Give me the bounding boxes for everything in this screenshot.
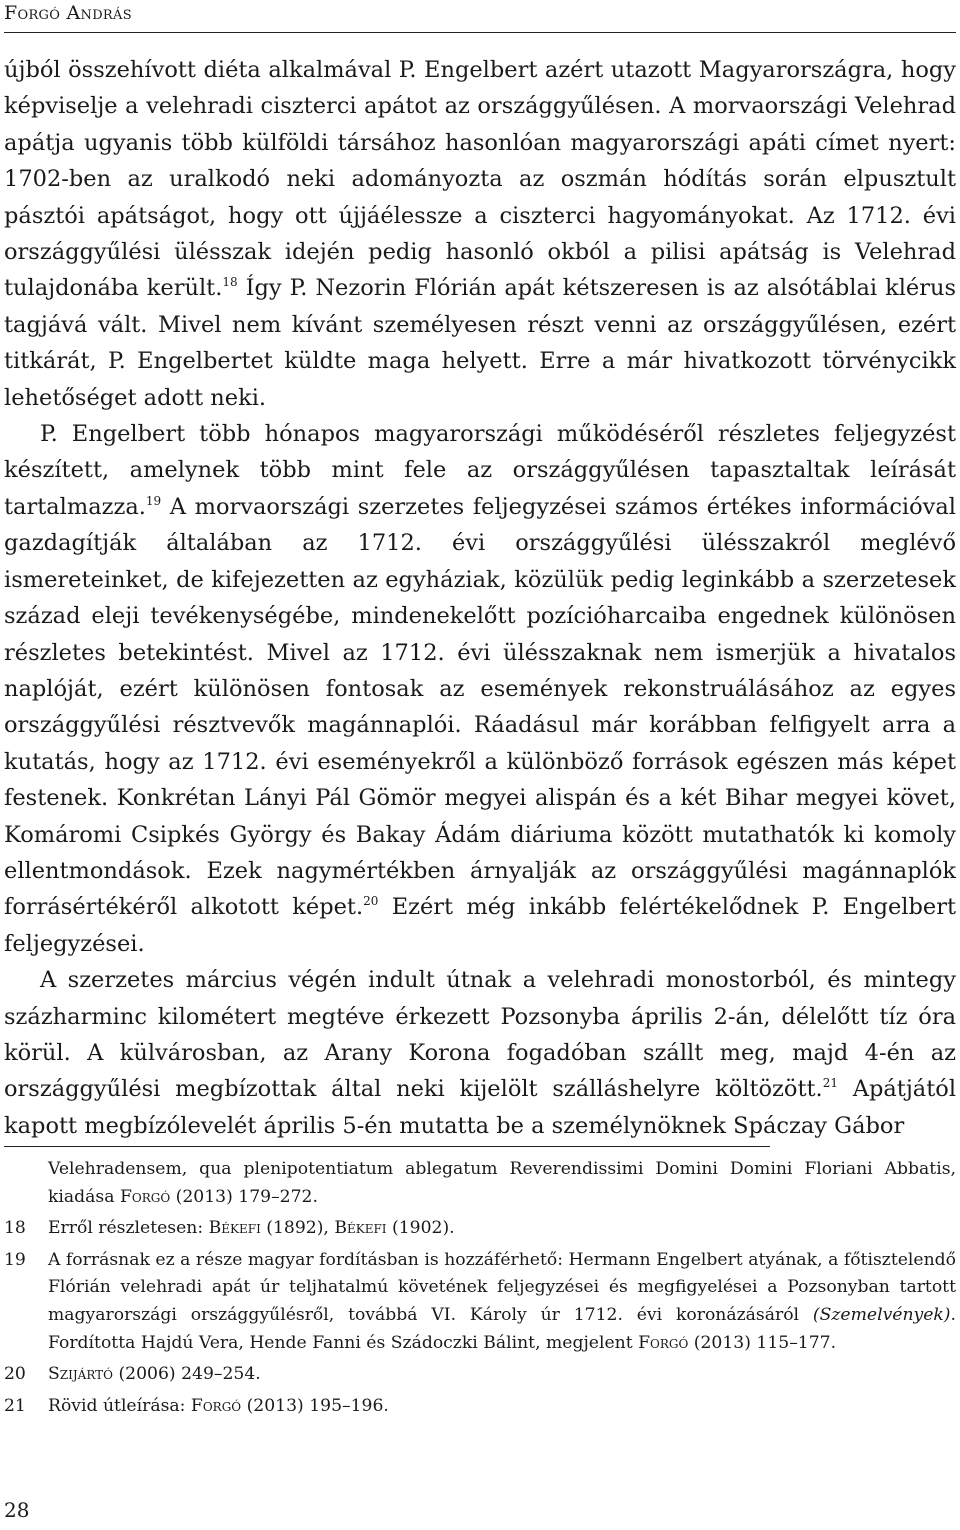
paragraph-3-text-a: A szerzetes március végén indult útnak a velehradi monostorból, és mintegy százharminc kilométert megtéve érkezett Pozsonyba április 2-án, délelőtt tíz óra körül. A külvárosban, az Arany Korona fogadóban szállt meg, majd 4-én az országgyűlési megbízottak által neki kijelölt szálláshelyre költözött.	[4, 967, 956, 1103]
paragraph-2	[4, 416, 956, 962]
paragraph-1-text-b: Így P. Nezorin Flórián apát kétszeresen is az alsótáblai klérus tagjává vált. Mivel nem kívánt személyesen részt venni az országgyűlésen, ezért titkárát, P. Engelbertet küldte maga helyett. Erre a már hivatkozott törvénycikk lehetőséget adott neki.	[4, 275, 957, 411]
page-number: 28	[4, 1498, 30, 1522]
footnote-number: 19	[4, 1249, 26, 1270]
footnote-text: Rövid útleírása: Forgó (2013) 195–196.	[48, 1395, 389, 1416]
header-rule	[4, 32, 956, 33]
footnote-number: 18	[4, 1218, 26, 1239]
footnotes	[4, 1156, 956, 1424]
paragraph-3	[4, 962, 956, 1144]
footnote-text: A forrásnak ez a része magyar fordításban is hozzáférhető: Hermann Engelbert atyának, a főtisztelendő Flórián velehradi apát úr teljhatalmú követének feljegyzései és megfigyelései a Pozsonyban tartott magyarországi országgyűlésről, továbbá VI. Károly úr 1712. évi koronázásáról (Szemelvények). Fordította Hajdú Vera, Hende Fanni és Szádoczki Bálint, megjelent Forgó (2013) 115–177.	[48, 1249, 956, 1353]
footnote-ref-20[interactable]: 20	[363, 894, 379, 909]
paragraph-1-text-a: újból összehívott diéta alkalmával P. Engelbert azért utazott Magyarországra, hogy képviselje a velehradi ciszterci apátot az országgyűlésen. A morvaországi Velehrad apátja ugyanis több külföldi társához hasonlóan magyarországi apáti címet nyert: 1702-ben az uralkodó neki adományozta az oszmán hódítás során elpusztult pásztói apátságot, hogy ott újjáélessze a ciszterci hagyományokat. Az 1712. évi országgyűlési ülésszak idején pedig hasonló okból a pilisi apátság is Velehrad tulajdonába került.	[4, 57, 956, 302]
paragraph-2-text-c: Ezért még inkább felértékelődnek P. Engelbert feljegyzései.	[4, 894, 956, 957]
footnote-number: 21	[4, 1395, 26, 1416]
footnote-20	[4, 1361, 956, 1389]
footnote-text: Erről részletesen: Békefi (1892), Békefi (1902).	[48, 1218, 455, 1239]
footnote-ref-21[interactable]: 21	[822, 1076, 838, 1091]
footnote-19	[4, 1247, 956, 1357]
footnote-number-empty	[4, 1156, 48, 1211]
footnote-text: Szijártó (2006) 249–254.	[48, 1364, 261, 1385]
main-text	[4, 52, 956, 1144]
paragraph-2-text-b: A morvaországi szerzetes feljegyzései számos értékes információval gazdagítják általában az 1712. évi országgyűlési ülésszakról meglévő ismereteinket, de kifejezetten az egyháziak, közülük pedig leginkább a szerzetesek század eleji tevékenységébe, mindenekelőtt pozícióharcaiba engednek különösen részletes betekintést. Mivel az 1712. évi ülésszaknak nem ismerjük a hivatalos naplóját, ezért különösen fontosak az események rekonstruálásához az egyes országgyűlési résztvevők magánnaplói. Ráadásul már korábban felfigyelt arra a kutatás, hogy az 1712. évi eseményekről a különböző források egészen más képet festenek. Konkrétan Lányi Pál Gömör megyei alispán és a két Bihar megyei követ, Komáromi Csipkés György és Bakay Ádám diáriuma között mutathatók ki komoly ellentmondások. Ezek nagymértékben árnyalják az országgyűlési magánnaplók forrásértékéről alkotott képet.	[4, 493, 956, 921]
footnote-number: 20	[4, 1364, 26, 1385]
paragraph-1	[4, 52, 956, 416]
footnote-18	[4, 1215, 956, 1243]
footnote-continuation	[4, 1156, 956, 1211]
footnote-rule	[4, 1146, 770, 1147]
running-head: Forgó András	[4, 2, 132, 24]
footnote-text: Velehradensem, qua plenipotentiatum ablegatum Reverendissimi Domini Domini Floriani Abbatis, kiadása Forgó (2013) 179–272.	[48, 1159, 956, 1207]
footnote-ref-19[interactable]: 19	[145, 493, 162, 508]
footnote-ref-18[interactable]: 18	[222, 275, 238, 290]
footnote-21	[4, 1393, 956, 1421]
paragraph-2-text-a: P. Engelbert több hónapos magyarországi működéséről részletes feljegyzést készített, amelynek több mint fele az országgyűlésen tapasztaltak leírását tartalmazza.	[4, 421, 956, 520]
paragraph-3-text-b: Apátjától kapott megbízólevelét április 5-én mutatta be a személynöknek Spáczay Gábor	[4, 1076, 957, 1139]
